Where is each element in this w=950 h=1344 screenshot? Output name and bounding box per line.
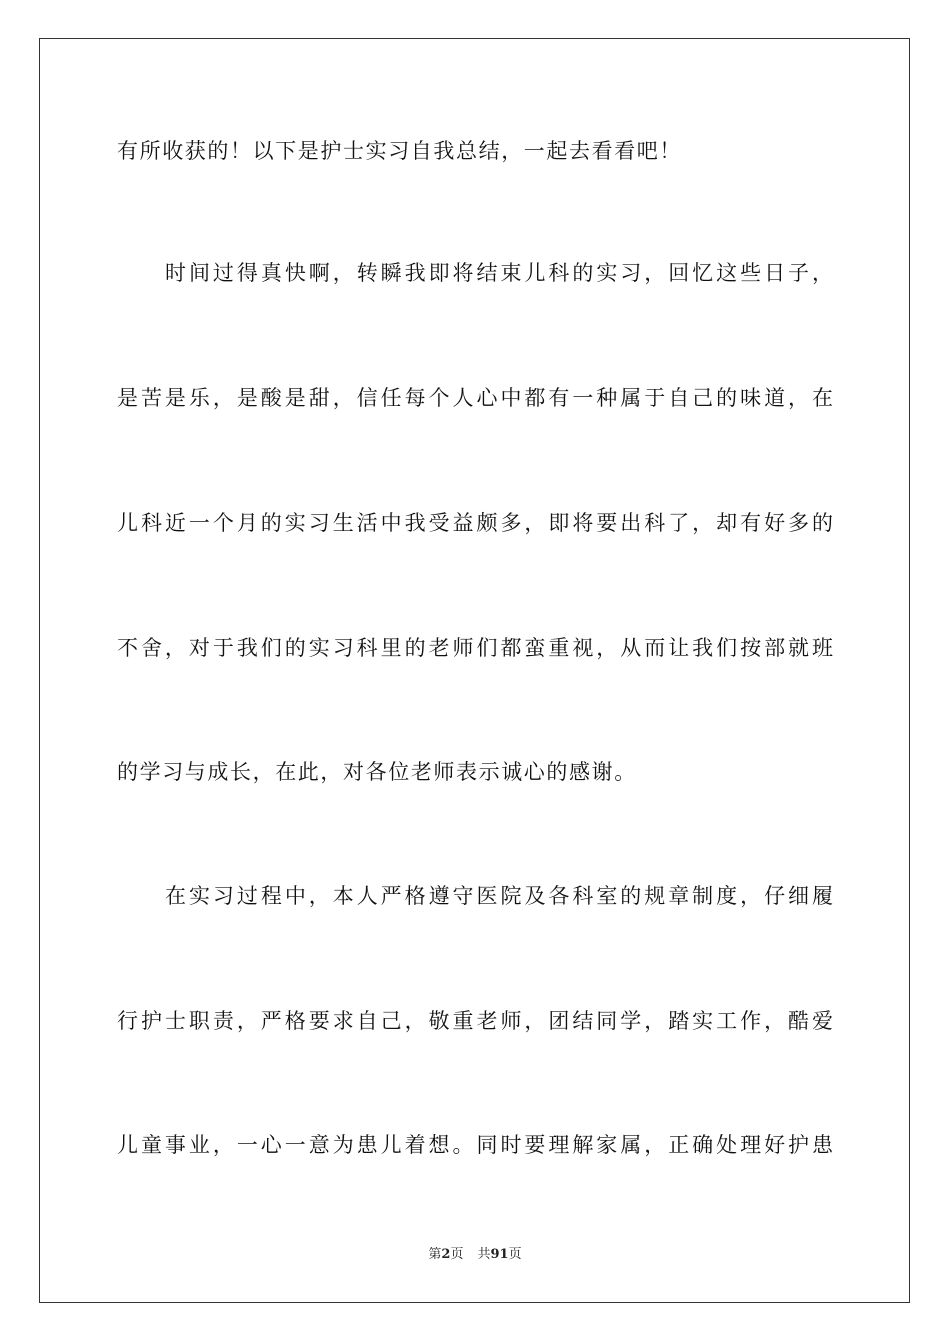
text-line-3: 是苦是乐，是酸是甜，信任每个人心中都有一种属于自己的味道，在 bbox=[117, 386, 833, 410]
total-pages: 91 bbox=[490, 1247, 509, 1262]
text-line-4: 儿科近一个月的实习生活中我受益颇多，即将要出科了，却有好多的 bbox=[117, 511, 833, 535]
text-line-9: 儿童事业，一心一意为患儿着想。同时要理解家属，正确处理好护患 bbox=[117, 1133, 833, 1157]
page-frame bbox=[39, 38, 910, 1303]
total-suffix: 页 bbox=[508, 1247, 522, 1262]
text-line-6: 的学习与成长，在此，对各位老师表示诚心的感谢。 bbox=[117, 760, 637, 784]
page-footer bbox=[0, 1246, 950, 1264]
page-prefix: 第 bbox=[428, 1247, 442, 1262]
text-line-5: 不舍，对于我们的实习科里的老师们都蛮重视，从而让我们按部就班 bbox=[117, 636, 833, 660]
page-number: 2 bbox=[441, 1247, 451, 1262]
text-line-1: 有所收获的！以下是护士实习自我总结，一起去看看吧！ bbox=[117, 139, 682, 163]
total-prefix: 共 bbox=[477, 1247, 491, 1262]
text-line-2: 时间过得真快啊，转瞬我即将结束儿科的实习，回忆这些日子， bbox=[165, 261, 833, 285]
page-suffix: 页 bbox=[450, 1247, 464, 1262]
text-line-8: 行护士职责，严格要求自己，敬重老师，团结同学，踏实工作，酷爱 bbox=[117, 1009, 833, 1033]
text-line-7: 在实习过程中，本人严格遵守医院及各科室的规章制度，仔细履 bbox=[165, 884, 833, 908]
